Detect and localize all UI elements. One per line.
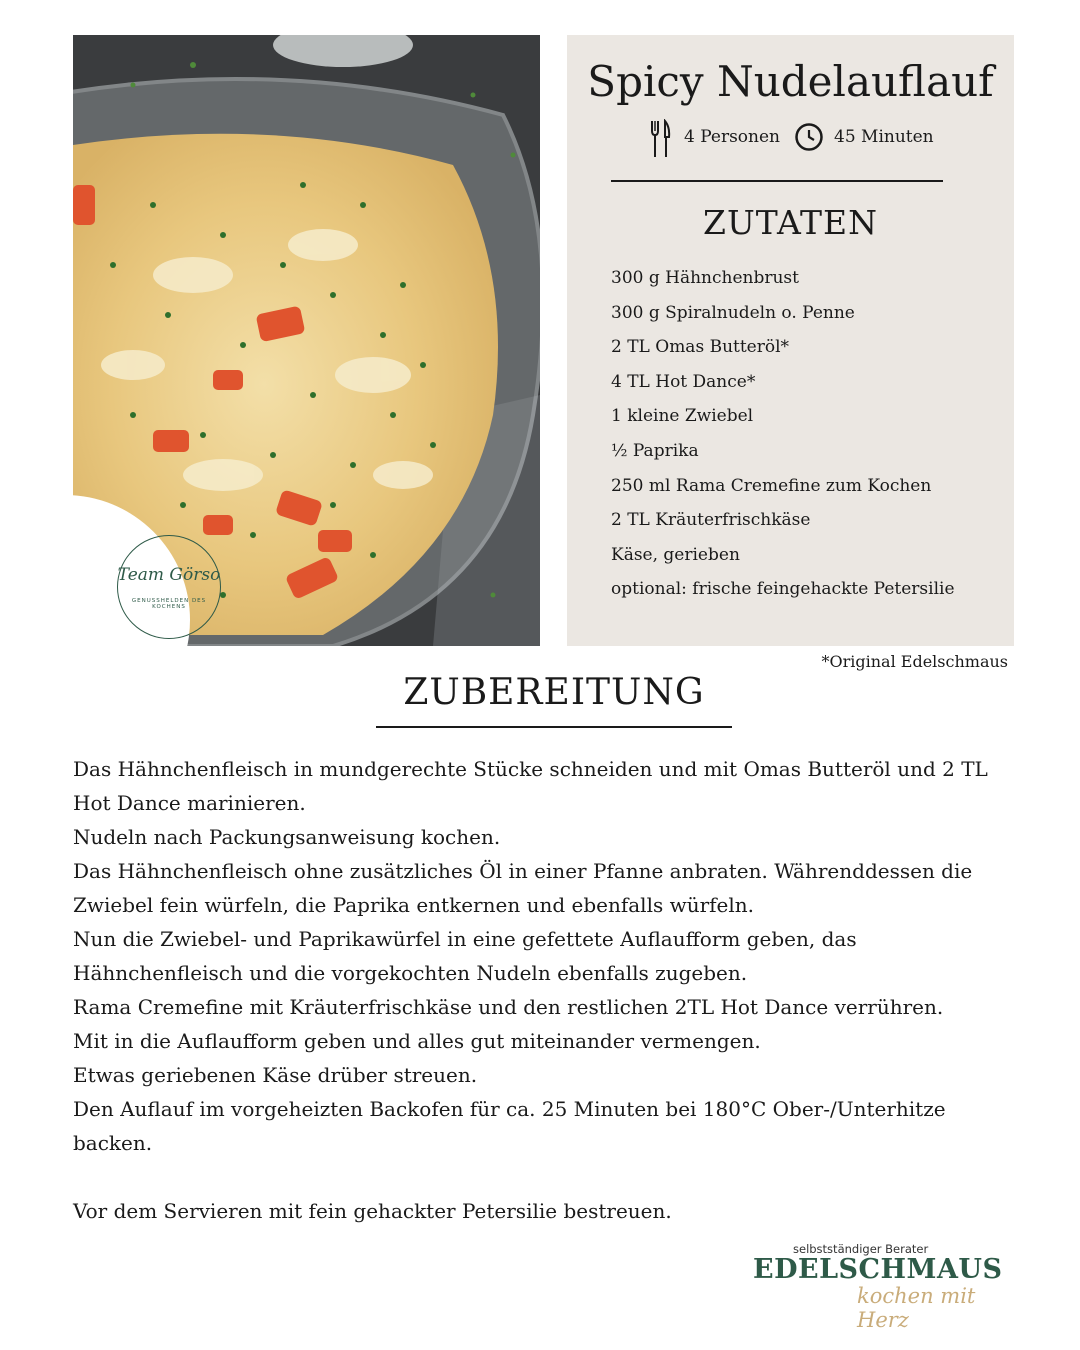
preparation-step: Rama Cremefine mit Kräuterfrischkäse und den restlichen 2TL Hot Dance verrühren. [73,995,944,1019]
brand-subtitle: selbstständiger Berater [793,1242,929,1256]
brand-tagline: kochen mit Herz [857,1284,976,1332]
list-item: 300 g Hähnchenbrust [611,268,799,288]
list-item: 1 kleine Zwiebel [611,406,754,427]
team-badge-name: Team Görso [117,565,221,585]
servings-text: 4 Personen [684,127,780,147]
preparation-step: Nudeln nach Packungsanweisung kochen. [73,825,501,849]
recipe-meta [567,119,1014,159]
list-item: optional: frische feingehackte Petersilie [611,579,955,600]
preparation-step: Mit in die Auflaufform geben und alles gut miteinander vermengen. [73,1029,761,1053]
title-divider [611,180,943,182]
list-item: ½ Paprika [611,440,699,461]
list-item: 250 ml Rama Cremefine zum Kochen [611,475,932,496]
preparation-steps [73,752,1023,1228]
team-badge-ring [117,535,221,639]
preparation-step: Etwas geriebenen Käse drüber streuen. [73,1063,478,1087]
list-item: 2 TL Kräuterfrischkäse [611,510,811,531]
preparation-step: Das Hähnchenfleisch ohne zusätzliches Öl in einer Pfanne anbraten. Währenddessen die Zwiebel fein würfeln, die Paprika entkernen und ebenfalls würfeln. [73,859,973,917]
ingredients-heading: ZUTATEN [703,203,878,242]
preparation-step: Den Auflauf im vorgeheizten Backofen für ca. 25 Minuten bei 180°C Ober-/Unterhitze backen. [73,1097,946,1155]
preparation-closing: Vor dem Servieren mit fein gehackter Petersilie bestreuen. [73,1199,672,1223]
list-item: 4 TL Hot Dance* [611,371,756,392]
preparation-step: Das Hähnchenfleisch in mundgerechte Stücke schneiden und mit Omas Butteröl und 2 TL Hot Dance marinieren. [73,757,988,815]
ingredients-list [611,261,955,607]
recipe-info-panel [567,35,1014,646]
fork-knife-icon [649,119,671,163]
list-item: 300 g Spiralnudeln o. Penne [611,302,855,323]
recipe-title: Spicy Nudelauflauf [587,57,994,106]
ingredients-footnote: *Original Edelschmaus [821,652,1008,671]
clock-icon [794,122,824,156]
preparation-divider [376,726,732,728]
team-badge-subtitle: GENUSSHELDEN DES KOCHENS [131,598,207,610]
preparation-step: Nun die Zwiebel- und Paprikawürfel in eine gefettete Auflaufform geben, das Hähnchenfleisch und die vorgekochten Nudeln ebenfalls zugeben. [73,927,857,985]
preparation-heading: ZUBEREITUNG [403,672,705,713]
brand-logo [745,1236,1015,1332]
brand-name: EDELSCHMAUS [753,1254,1003,1285]
list-item: Käse, gerieben [611,544,740,565]
time-text: 45 Minuten [834,127,934,147]
list-item: 2 TL Omas Butteröl* [611,337,790,358]
